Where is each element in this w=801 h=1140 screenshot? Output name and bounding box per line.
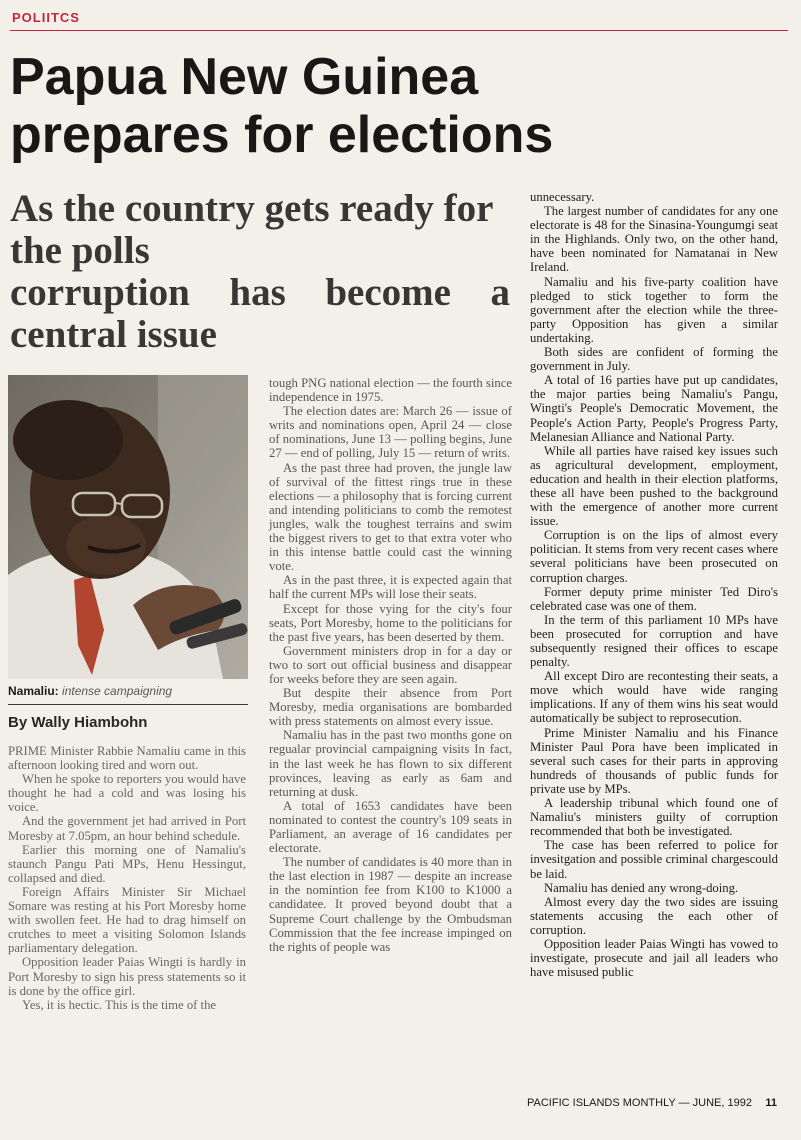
namaliu-photo — [8, 375, 248, 679]
paragraph: The election dates are: March 26 — issue of writs and nominations open, April 24 — close of nominations, June 13 — polling begins, June 27 — end of polling, July 15 — return of writs. — [269, 404, 512, 461]
byline: By Wally Hiambohn — [8, 714, 148, 731]
deck-line-4: central issue — [10, 313, 217, 356]
paragraph: Corruption is on the lips of almost every politician. It stems from very recent cases where several politicians have been prosecuted on corruption charges. — [530, 528, 778, 585]
headline — [10, 48, 790, 164]
section-rule — [10, 30, 788, 31]
paragraph: Opposition leader Paias Wingti has vowed to investigate, prosecute and jail all leaders who have misused public — [530, 936, 778, 980]
paragraph: Former deputy prime minister Ted Diro's celebrated case was one of them. — [530, 584, 778, 613]
paragraph: All except Diro are recontesting their seats, a move which would have wide ranging implications. If any of them wins his seat would automatically be subject to reprosecution. — [530, 669, 778, 726]
page-number: 11 — [765, 1097, 777, 1109]
paragraph: When he spoke to reporters you would have thought he had a cold and was losing his voice. — [8, 772, 246, 815]
paragraph: The number of candidates is 40 more than in the last election in 1987 — despite an increase in the nomintion fee from K100 to K1000 a candidatee. It proved beyond doubt that a Supreme Court challenge by the Ombudsman Commission that the fee increase impinged on the rights of people was — [269, 855, 512, 954]
paragraph: A leadership tribunal which found one of Namaliu's ministers guilty of corruption recommended that both be investigated. — [530, 796, 778, 839]
paragraph: Namaliu has denied any wrong-doing. — [544, 880, 739, 895]
paragraph: Both sides are confident of forming the government in July. — [530, 345, 778, 374]
paragraph: The largest number of candidates for any one electorate is 48 for the Sinasina-Youngumgi seat in the Highlands. Only two, on the other hand, have been nominated for Namatanai in New Ireland. — [530, 204, 778, 275]
article-column-2 — [269, 376, 512, 954]
paragraph: Foreign Affairs Minister Sir Michael Somare was resting at his Port Moresby home with swollen feet. He had to drag himself on crutches to meet a visiting Solomon Islands parliamentary delegation. — [8, 884, 246, 956]
paragraph: And the government jet had arrived in Port Moresby at 7.05pm, an hour behind schedule. — [8, 814, 246, 843]
paragraph: Earlier this morning one of Namaliu's staunch Pangu Pati MPs, Henu Hessingut, collapsed and died. — [8, 842, 246, 885]
paragraph: Except for those vying for the city's four seats, Port Moresby, home to the politicians for the past five years, has been deserted by them. — [269, 601, 512, 644]
paragraph: Prime Minister Namaliu and his Finance Minister Paul Pora have been implicated in several such cases for their parts in approving hundreds of thousands of public funds for private use by MPs. — [530, 725, 778, 796]
deck — [10, 188, 510, 356]
article-column-1 — [8, 744, 246, 1012]
paragraph: In the term of this parliament 10 MPs have been prosecuted for corruption and have subsequently resigned their offices to escape penalty. — [530, 612, 778, 670]
paragraph: Government ministers drop in for a day or two to sort out official business and disappear for weeks before they are seen again. — [269, 643, 512, 686]
paragraph: A total of 16 parties have put up candidates, the major parties being Namaliu's Pangu, Wingti's People's Democratic Movement, the People's Action Party, People's Progress Party, Melanesian Alliance and National Party. — [530, 373, 778, 444]
caption-rule — [8, 704, 248, 705]
paragraph: A total of 1653 candidates have been nominated to contest the country's 109 seats in Parliament, an average of 16 candidates per electorate. — [269, 798, 512, 856]
paragraph: While all parties have raised key issues such as agricultural development, employment, education and health in their election platforms, these all have been pushed to the background with the emergence of another more current issue. — [530, 443, 778, 529]
paragraph: unnecessary. — [530, 190, 595, 204]
paragraph: As the past three had proven, the jungle law of survival of the fittest rings true in these elections — a philosophy that is forcing current and intending politicians to comb the remotest jungles, walk the toughest terrains and swim the biggest rivers to get to that extra voter who in this intense battle could cast the winning vote. — [269, 460, 512, 574]
paragraph: Namaliu and his five-party coalition have pledged to stick together to form the government after the election while the three-party Opposition has given a similar undertaking. — [530, 274, 778, 345]
paragraph: Namaliu has in the past two months gone on regualar provincial campaigning visits In fact, in the last week he has flown to six different provinces, leaving as early as 6am and returning at dusk. — [269, 728, 512, 799]
deck-line-2: the polls — [10, 229, 150, 272]
caption-text: intense campaigning — [62, 684, 173, 698]
paragraph: Opposition leader Paias Wingti is hardly in Port Moresby to sign his press statements so it is done by the office girl. — [8, 955, 246, 998]
headline-line-1: Papua New Guinea — [10, 48, 479, 106]
section-label: POLIITCS — [12, 10, 80, 25]
paragraph: tough PNG national election — the fourth since independence in 1975. — [269, 376, 512, 405]
article-column-3 — [530, 190, 778, 979]
paragraph: The case has been referred to police for invesitgation and possible criminal chargescould be laid. — [530, 838, 778, 881]
paragraph: But despite their absence from Port Moresby, media organisations are bombarded with press statements on almost every issue. — [269, 686, 512, 729]
deck-line-3: corruption has become a — [10, 271, 510, 314]
photo-caption — [8, 684, 172, 698]
publication-name: PACIFIC ISLANDS MONTHLY — JUNE, 1992 — [527, 1097, 752, 1109]
paragraph: PRIME Minister Rabbie Namaliu came in this afternoon looking tired and worn out. — [8, 744, 246, 773]
paragraph: Yes, it is hectic. This is the time of the — [22, 997, 217, 1012]
paragraph: Almost every day the two sides are issuing statements accusing the each other of corruption. — [530, 894, 778, 937]
portrait-illustration — [8, 375, 248, 679]
paragraph: As in the past three, it is expected again that half the current MPs will lose their seats. — [269, 573, 512, 602]
deck-line-1: As the country gets ready for — [10, 187, 494, 230]
headline-line-2: prepares for elections — [10, 106, 554, 164]
caption-name: Namaliu: — [8, 684, 59, 698]
page-footer — [527, 1097, 777, 1109]
